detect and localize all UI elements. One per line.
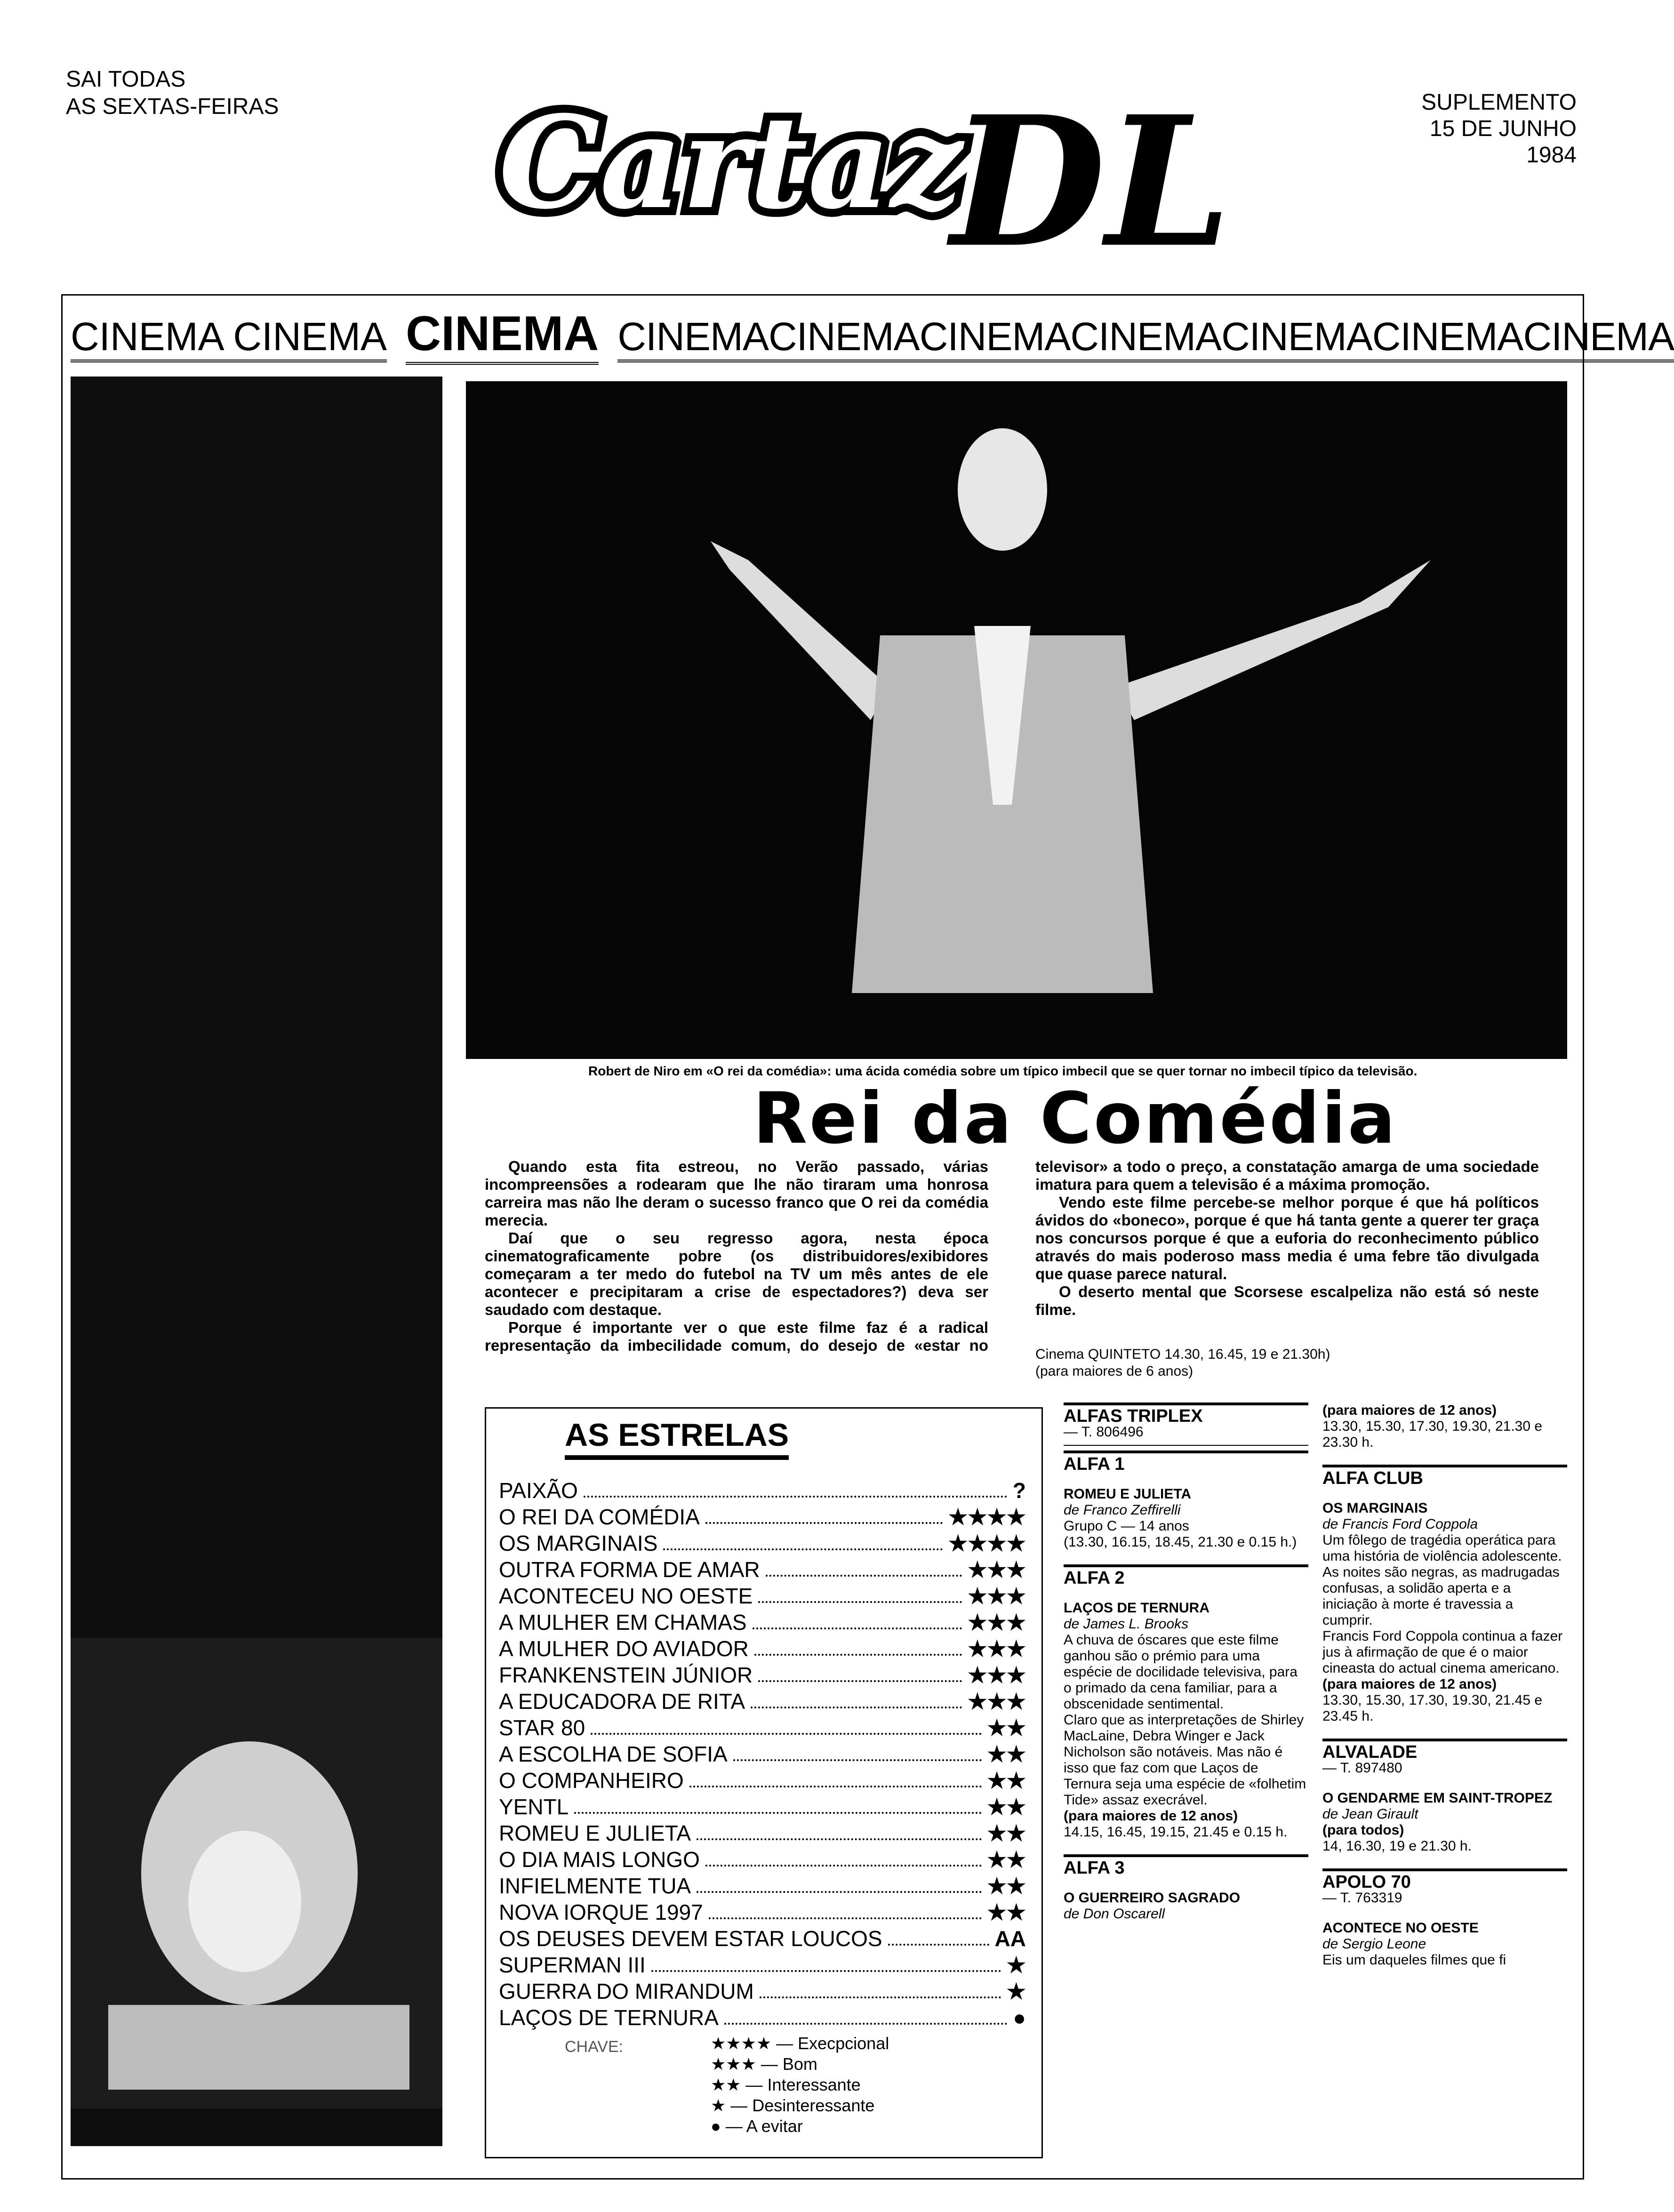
- legend-item: ★★★★ — Execpcional: [711, 2034, 889, 2053]
- film-review: Francis Ford Coppola continua a fazer jus à afirmação de que é o maior cineasta do actual cinema americano.: [1322, 1628, 1563, 1676]
- dot-leader: [733, 1741, 982, 1761]
- film-review: A chuva de óscares que este filme ganhou são o prémio para uma espécie de docilidade televisiva, para o primado da cena familiar, para a obscenidade sentimental.: [1064, 1632, 1298, 1712]
- film-director: de Jean Girault: [1322, 1806, 1418, 1822]
- estrelas-row: [499, 1979, 1026, 2004]
- showtime-line2: (para maiores de 6 anos): [1035, 1363, 1193, 1379]
- estrelas-rating: ★★★: [968, 1584, 1026, 1608]
- estrelas-rating: ★★: [987, 1847, 1026, 1872]
- estrelas-rating: ★★: [987, 1768, 1026, 1793]
- header-right-line3: 1984: [1526, 143, 1577, 168]
- article-paragraph: Daí que o seu regresso agora, nesta época cinematograficamente pobre (os distribuidores/exibidores começaram a ter medo do futebol na TV um mês antes de ele acontecer e precipitaram a crise de espectadores?) deva ser saudado com destaque.: [485, 1229, 988, 1318]
- film-title: ACONTECE NO OESTE: [1322, 1920, 1479, 1936]
- dot-leader: [766, 1557, 962, 1577]
- header-right-line1: SUPLEMENTO: [1421, 90, 1577, 115]
- estrelas-rating: ★★★: [968, 1557, 1026, 1582]
- estrelas-rating: ★★★: [968, 1663, 1026, 1687]
- estrelas-film-title: LAÇOS DE TERNURA: [499, 2005, 719, 2030]
- estrelas-rating: ★★: [987, 1742, 1026, 1766]
- legend-item: ★★ — Interessante: [711, 2075, 861, 2094]
- estrelas-row: [499, 1715, 1026, 1740]
- estrelas-rating: AA: [994, 1926, 1026, 1951]
- film-title: ROMEU E JULIETA: [1064, 1486, 1192, 1502]
- film-director: de James L. Brooks: [1064, 1616, 1189, 1632]
- header-right: [1421, 89, 1577, 168]
- dot-leader: [689, 1768, 982, 1787]
- cinema-band-part1: CINEMA CINEMA: [71, 314, 387, 362]
- header-left-line1: SAI TODAS: [66, 67, 186, 92]
- estrelas-row: [499, 1847, 1026, 1872]
- estrelas-row: [499, 1531, 1026, 1556]
- dot-leader: [705, 1847, 982, 1867]
- article-paragraph: Quando esta fita estreou, no Verão passado, várias incompreensões a rodearam que lhe não tiraram uma honrosa carreira mas não lhe deram o sucesso franco que O rei da comédia merecia.: [485, 1158, 988, 1229]
- main-photo-art: [466, 381, 1567, 1059]
- estrelas-row: [499, 1794, 1026, 1819]
- actress-photo: [71, 1638, 442, 2108]
- dot-leader: [574, 1794, 981, 1814]
- dot-leader: [651, 1952, 1001, 1972]
- dot-leader: [760, 1979, 1001, 1998]
- dot-leader: [697, 1873, 981, 1893]
- film-hours: 14.15, 16.45, 19.15, 21.45 e 0.15 h.: [1064, 1824, 1288, 1840]
- article-paragraph: O deserto mental que Scorsese escalpeliza não está só neste filme.: [1035, 1283, 1539, 1318]
- venue-heading: ALFA 3: [1064, 1854, 1308, 1876]
- dot-leader: [724, 2005, 1007, 2025]
- estrelas-film-title: STAR 80: [499, 1715, 585, 1740]
- venue-heading: ALFA 1: [1064, 1451, 1308, 1472]
- film-director: de Francis Ford Coppola: [1322, 1516, 1478, 1532]
- dot-leader: [697, 1820, 981, 1840]
- rating-legend: [711, 2033, 889, 2137]
- estrelas-rating: ★★: [987, 1900, 1026, 1924]
- film-review: Um fôlego de tragédia operática para uma história de violência adolescente. As noites são negras, as madrugadas confusas, a solidão aperta e a iniciação à morte é travessia a cumprir.: [1322, 1532, 1562, 1628]
- estrelas-rating: ★★: [987, 1821, 1026, 1845]
- estrelas-film-title: ROMEU E JULIETA: [499, 1821, 691, 1845]
- estrelas-rating: ●: [1013, 2005, 1026, 2030]
- venue-phone: — T. 806496: [1064, 1424, 1144, 1440]
- film-review: Eis um daqueles filmes que fi: [1322, 1952, 1506, 1968]
- cinema-listings: [1064, 1403, 1572, 2174]
- dot-leader: [591, 1715, 981, 1735]
- article-headline: Rei da Comédia: [753, 1078, 1397, 1160]
- estrelas-film-title: O COMPANHEIRO: [499, 1768, 684, 1793]
- main-photo-robert-de-niro: [466, 381, 1567, 1059]
- estrelas-film-title: O REI DA COMÉDIA: [499, 1505, 700, 1529]
- showtime-line1: Cinema QUINTETO 14.30, 16.45, 19 e 21.30h): [1035, 1346, 1330, 1362]
- legend-key-label: CHAVE:: [565, 2038, 624, 2056]
- estrelas-row: [499, 1504, 1026, 1530]
- dot-leader: [888, 1926, 989, 1946]
- estrelas-film-title: OUTRA FORMA DE AMAR: [499, 1557, 760, 1582]
- film-title: OS MARGINAIS: [1322, 1500, 1428, 1516]
- estrelas-film-title: O DIA MAIS LONGO: [499, 1847, 700, 1872]
- listings-col-2: [1322, 1403, 1567, 1968]
- photo-caption: Robert de Niro em «O rei da comédia»: uma ácida comédia sobre um típico imbecil que se quer tornar no imbecil típico da televisão.: [588, 1064, 1418, 1078]
- estrelas-rating: ★: [1006, 1979, 1026, 2004]
- dot-leader: [758, 1583, 962, 1603]
- estrelas-row: [499, 1583, 1026, 1609]
- legend-item: ★★★ — Bom: [711, 2054, 817, 2074]
- header-left-line2: AS SEXTAS-FEIRAS: [66, 94, 279, 119]
- estrelas-row: [499, 1952, 1026, 1978]
- cartaz-dl-logo: [480, 47, 1232, 311]
- estrelas-film-title: SUPERMAN III: [499, 1953, 646, 1977]
- venue-phone: — T. 763319: [1322, 1890, 1402, 1906]
- venue-heading: ALVALADE: [1322, 1739, 1567, 1760]
- estrelas-film-title: A ESCOLHA DE SOFIA: [499, 1742, 728, 1766]
- estrelas-row: [499, 1636, 1026, 1661]
- estrelas-rating: ★★★: [968, 1636, 1026, 1661]
- film-rating-group: Grupo C — 14 anos: [1064, 1518, 1189, 1534]
- estrelas-title: AS ESTRELAS: [565, 1417, 789, 1460]
- estrelas-row: [499, 1899, 1026, 1925]
- film-director: de Franco Zeffirelli: [1064, 1502, 1181, 1518]
- film-director: de Don Oscarell: [1064, 1906, 1165, 1922]
- dot-leader: [753, 1610, 962, 1629]
- film-age: (para todos): [1322, 1822, 1404, 1838]
- dot-leader: [754, 1636, 962, 1656]
- film-age: (para maiores de 12 anos): [1322, 1403, 1497, 1418]
- film-hours: 14, 16.30, 19 e 21.30 h.: [1322, 1838, 1472, 1854]
- estrelas-row: [499, 1873, 1026, 1899]
- film-director: de Sergio Leone: [1322, 1936, 1426, 1952]
- estrelas-film-title: OS MARGINAIS: [499, 1531, 658, 1555]
- film-age: (para maiores de 12 anos): [1322, 1676, 1497, 1692]
- estrelas-film-title: PAIXÃO: [499, 1478, 578, 1503]
- estrelas-film-title: FRANKENSTEIN JÚNIOR: [499, 1663, 753, 1687]
- film-title: LAÇOS DE TERNURA: [1064, 1600, 1210, 1616]
- legend-item: ★ — Desinteressante: [711, 2096, 875, 2115]
- venue-heading: ALFAS TRIPLEX: [1064, 1403, 1308, 1424]
- venue-heading: ALFA 2: [1064, 1564, 1308, 1586]
- film-title: O GENDARME EM SAINT-TROPEZ: [1322, 1790, 1553, 1806]
- estrelas-rating: ★★★: [968, 1610, 1026, 1635]
- svg-text:DL: DL: [951, 77, 1232, 287]
- cinema-band: [71, 306, 1674, 367]
- film-title: O GUERREIRO SAGRADO: [1064, 1890, 1241, 1906]
- estrelas-row: [499, 2005, 1026, 2030]
- dot-leader: [751, 1689, 962, 1708]
- cinema-band-part3: CINEMACINEMACINEMACINEMACINEMACINEMACINEMA: [617, 314, 1674, 362]
- venue-phone: — T. 897480: [1322, 1760, 1402, 1776]
- film-hours: 13.30, 15.30, 17.30, 19.30, 21.45 e 23.45 h.: [1322, 1692, 1543, 1724]
- estrelas-row: [499, 1741, 1026, 1767]
- legend-item: ● — A evitar: [711, 2116, 803, 2136]
- svg-text:Cartaz: Cartaz: [499, 88, 963, 237]
- cinema-band-part2: CINEMA: [406, 306, 599, 365]
- estrelas-rating: ★★: [987, 1715, 1026, 1740]
- film-hours: (13.30, 16.15, 18.45, 21.30 e 0.15 h.): [1064, 1534, 1297, 1550]
- estrelas-film-title: YENTL: [499, 1795, 569, 1819]
- estrelas-film-title: ACONTECEU NO OESTE: [499, 1584, 753, 1608]
- estrelas-rating: ★★: [987, 1874, 1026, 1898]
- article-body: [485, 1158, 1539, 1354]
- dot-leader: [758, 1662, 962, 1682]
- estrelas-row: [499, 1478, 1026, 1503]
- estrelas-film-title: INFIELMENTE TUA: [499, 1874, 691, 1898]
- estrelas-rating: ★★★: [968, 1689, 1026, 1714]
- estrelas-rating: ★★★★: [948, 1505, 1026, 1529]
- actress-photo-art: [71, 1638, 442, 2108]
- article-paragraph: Vendo este filme percebe-se melhor porque é que há políticos ávidos do «boneco», porque é que há tanta gente a querer ter graça nos concursos porque é que a euforia do reconhecimento público através do mais poderoso mass media é uma febre tão divulgada que quase parece natural.: [1035, 1194, 1539, 1282]
- estrelas-row: [499, 1557, 1026, 1582]
- film-hours: 13.30, 15.30, 17.30, 19.30, 21.30 e 23.30 h.: [1322, 1419, 1543, 1450]
- header-left: [66, 66, 279, 120]
- estrelas-row: [499, 1768, 1026, 1793]
- venue-heading: ALFA CLUB: [1322, 1465, 1567, 1486]
- estrelas-row: [499, 1610, 1026, 1635]
- venue-heading: APOLO 70: [1322, 1868, 1567, 1890]
- estrelas-film-title: A MULHER EM CHAMAS: [499, 1610, 747, 1635]
- dot-leader: [705, 1504, 943, 1524]
- film-age: (para maiores de 12 anos): [1064, 1808, 1238, 1824]
- estrelas-row: [499, 1926, 1026, 1951]
- estrelas-film-title: NOVA IORQUE 1997: [499, 1900, 703, 1924]
- dot-leader: [584, 1478, 1007, 1498]
- estrelas-rating: ?: [1012, 1478, 1026, 1503]
- estrelas-row: [499, 1689, 1026, 1714]
- estrelas-rating: ★★: [987, 1795, 1026, 1819]
- estrelas-rating: ★: [1006, 1953, 1026, 1977]
- header-right-line2: 15 DE JUNHO: [1429, 116, 1577, 141]
- article-paragraph: Porque é importante ver o que este filme faz é a radical representação da imbecilidade comum, do desejo de «estar no televisor» a todo o preço, a constatação amarga de uma sociedade imatura para quem a televisão é a máxima promoção.: [485, 1158, 1539, 1354]
- film-review: Claro que as interpretações de Shirley MacLaine, Debra Winger e Jack Nicholson são notáveis. Mas não é isso que faz com que Laços de Ternura seja uma espécie de «folhetim Tide» assaz execrável.: [1064, 1712, 1306, 1808]
- estrelas-film-title: A EDUCADORA DE RITA: [499, 1689, 745, 1714]
- estrelas-row: [499, 1820, 1026, 1846]
- estrelas-rating: ★★★★: [948, 1531, 1026, 1555]
- dot-leader: [709, 1899, 982, 1919]
- estrelas-film-title: A MULHER DO AVIADOR: [499, 1636, 749, 1661]
- dot-leader: [663, 1531, 943, 1550]
- estrelas-film-title: OS DEUSES DEVEM ESTAR LOUCOS: [499, 1926, 882, 1951]
- showtime-info: [1035, 1346, 1330, 1380]
- listings-col-1: [1064, 1403, 1308, 1922]
- estrelas-film-title: GUERRA DO MIRANDUM: [499, 1979, 754, 2004]
- estrelas-row: [499, 1662, 1026, 1688]
